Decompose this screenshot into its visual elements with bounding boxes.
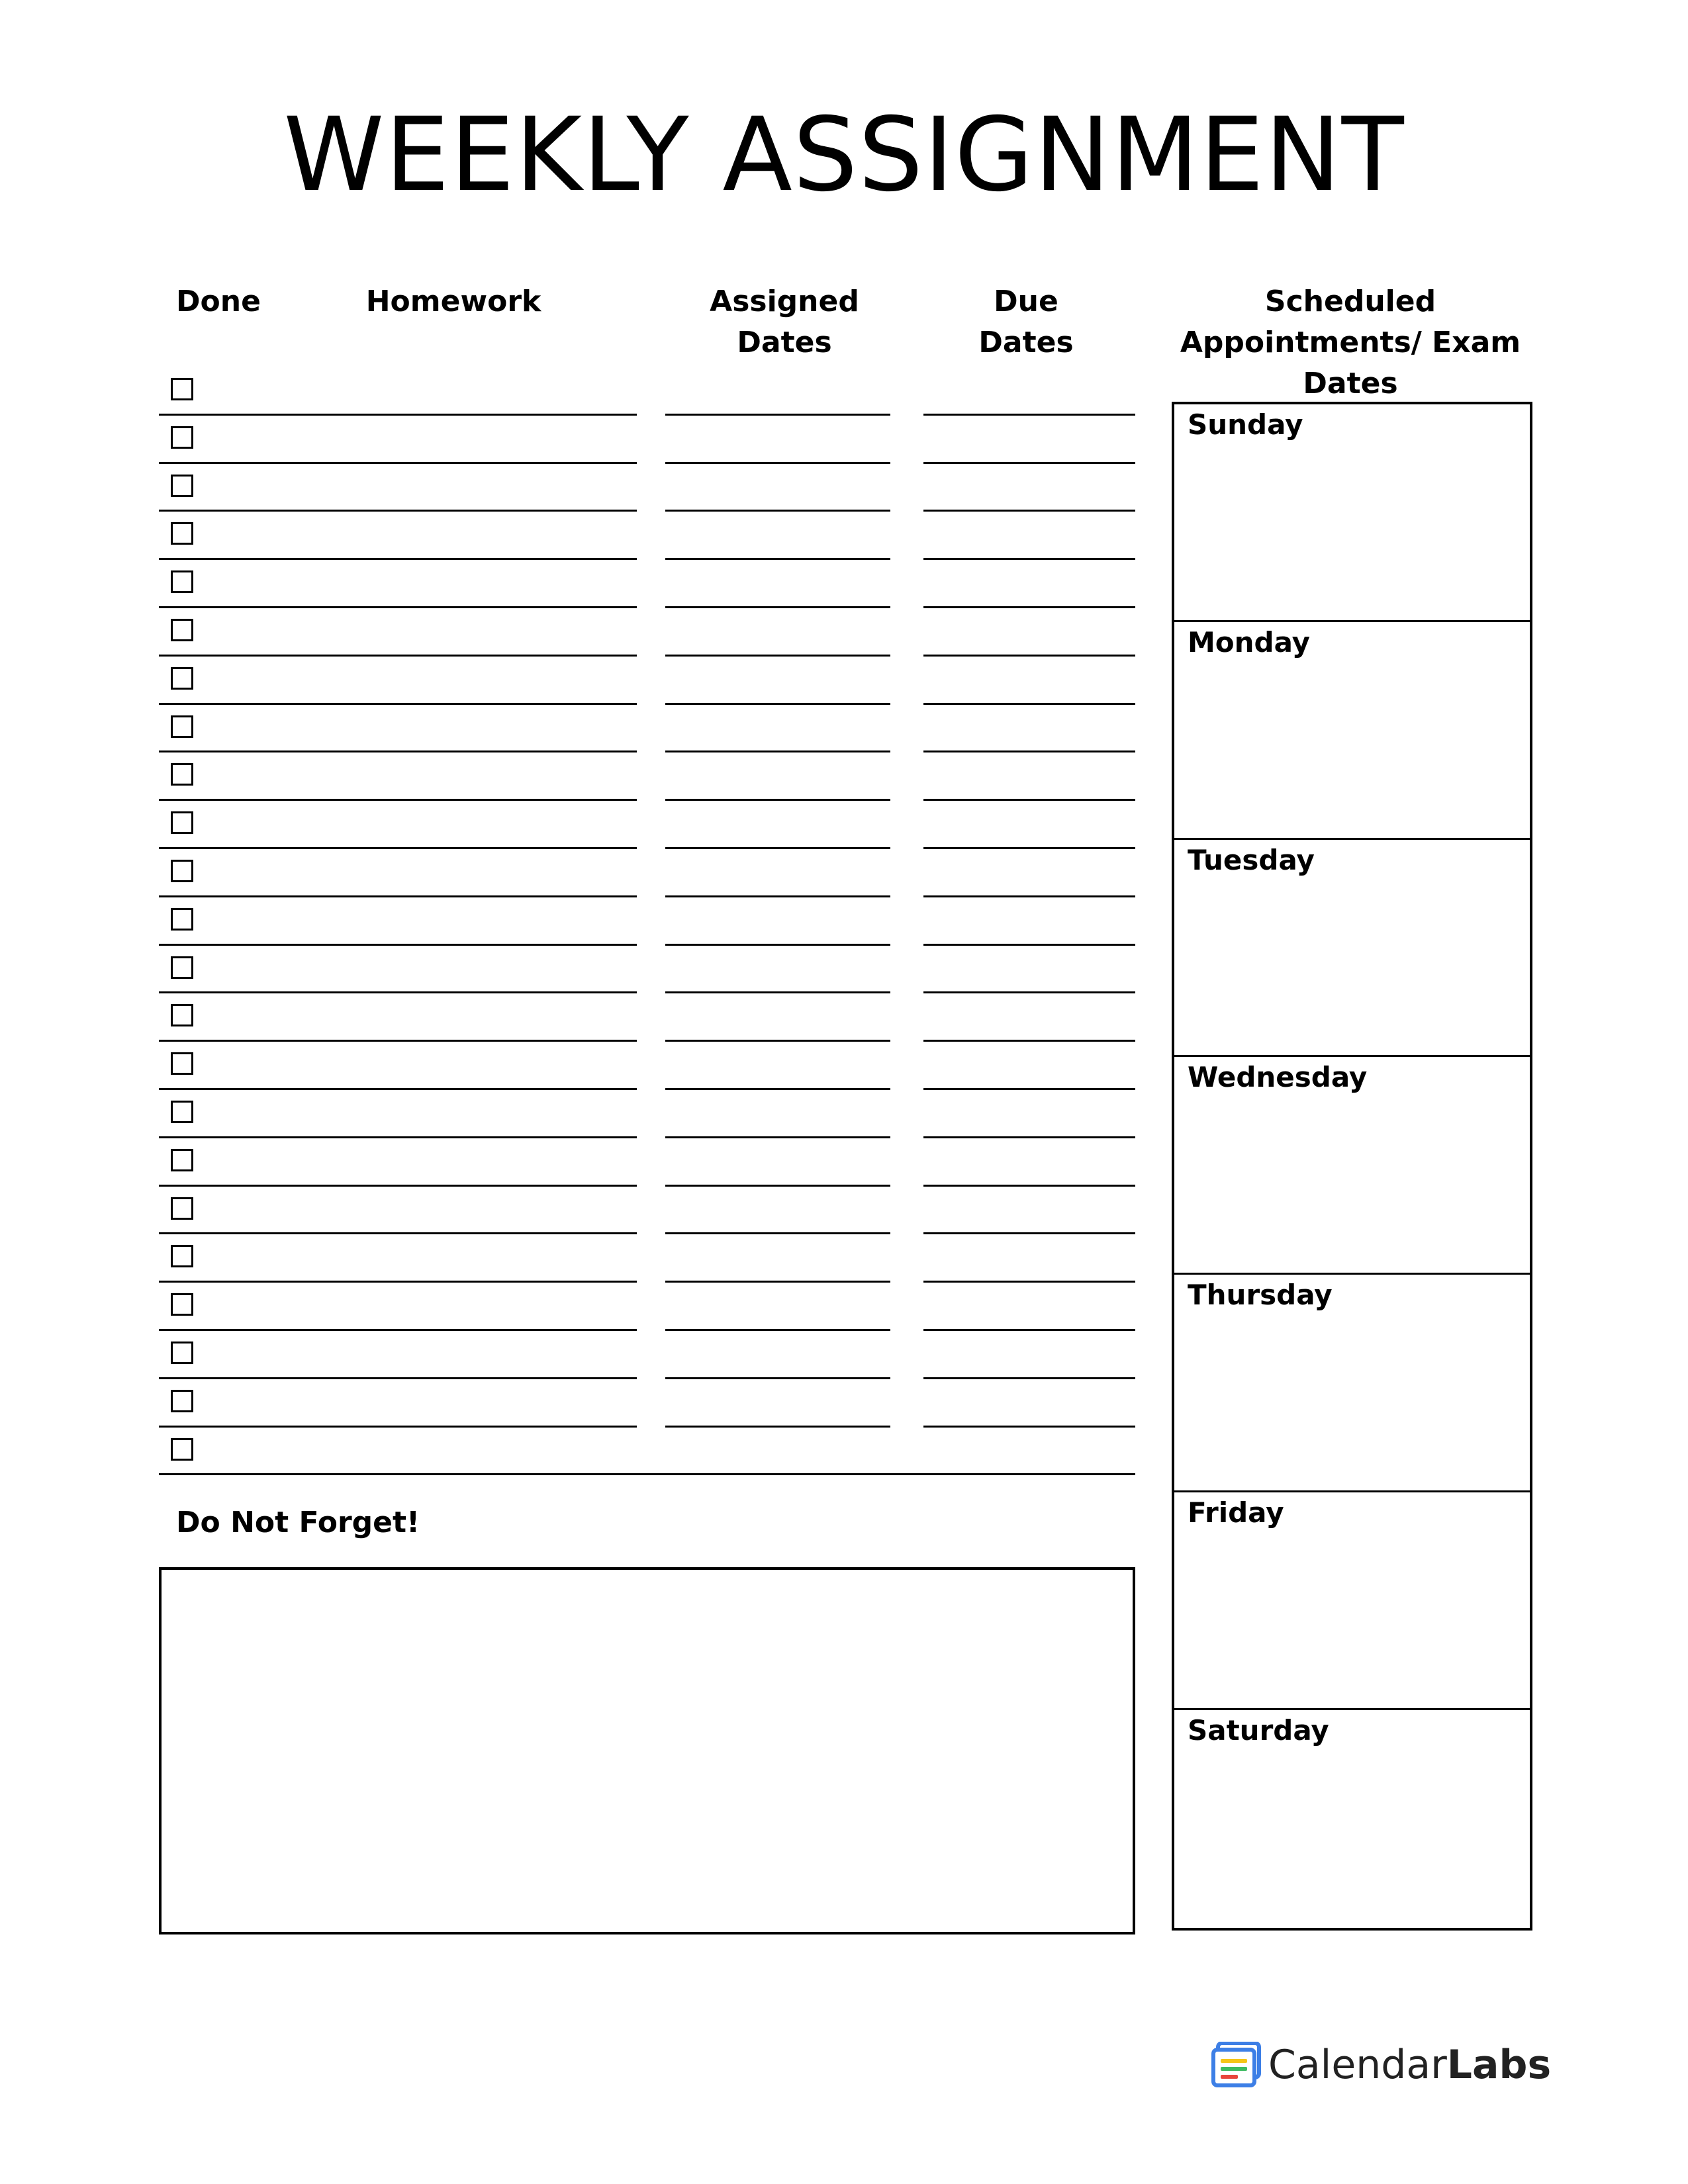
assignment-row (159, 1234, 1135, 1283)
page-title: WEEKLY ASSIGNMENT (283, 96, 1405, 214)
assignment-row (159, 1283, 1135, 1331)
header-scheduled-appointments (1172, 281, 1529, 404)
do-not-forget-label: Do Not Forget! (176, 1506, 420, 1539)
day-label: Sunday (1188, 408, 1303, 441)
done-checkbox[interactable] (171, 1004, 193, 1026)
assignment-row (159, 367, 1135, 416)
header-scheduled-line1: Scheduled (1264, 285, 1436, 318)
assignment-row (159, 608, 1135, 657)
header-due-dates (927, 281, 1125, 363)
done-checkbox[interactable] (171, 1197, 193, 1220)
brand-name-bold: Labs (1446, 2042, 1552, 2088)
done-checkbox[interactable] (171, 619, 193, 641)
done-checkbox[interactable] (171, 1293, 193, 1316)
assignment-row (159, 993, 1135, 1042)
homework-line[interactable] (159, 1473, 1135, 1475)
brand-logo (1211, 2038, 1551, 2091)
assignment-row (159, 1138, 1135, 1187)
day-box-friday[interactable] (1174, 1492, 1530, 1710)
assignment-row (159, 705, 1135, 753)
day-label: Monday (1188, 625, 1311, 659)
calendar-logo-icon (1211, 2042, 1263, 2088)
assignment-row (159, 1187, 1135, 1235)
header-done: Done (176, 285, 261, 318)
assignment-rows (159, 367, 1135, 1475)
assignment-row (159, 560, 1135, 608)
header-assigned-dates (679, 281, 890, 363)
done-checkbox[interactable] (171, 1052, 193, 1075)
day-label: Wednesday (1188, 1061, 1368, 1094)
scheduled-days-panel (1172, 402, 1532, 1931)
header-scheduled-line3: Dates (1303, 367, 1398, 400)
header-assigned-line1: Assigned (710, 285, 859, 318)
brand-name (1268, 2042, 1551, 2088)
day-label: Tuesday (1188, 843, 1315, 876)
done-checkbox[interactable] (171, 1438, 193, 1461)
header-scheduled-line2: Appointments/ Exam (1180, 326, 1521, 359)
day-label: Thursday (1188, 1279, 1333, 1312)
assignment-row (159, 416, 1135, 464)
assignment-row (159, 897, 1135, 946)
assignment-row (159, 849, 1135, 897)
done-checkbox[interactable] (171, 522, 193, 545)
done-checkbox[interactable] (171, 475, 193, 497)
assignment-row (159, 464, 1135, 512)
done-checkbox[interactable] (171, 715, 193, 738)
assignment-row (159, 1042, 1135, 1090)
assignment-row (159, 946, 1135, 994)
assignment-row (159, 1331, 1135, 1379)
assignment-row (159, 801, 1135, 849)
done-checkbox[interactable] (171, 956, 193, 979)
done-checkbox[interactable] (171, 908, 193, 931)
done-checkbox[interactable] (171, 667, 193, 690)
done-checkbox[interactable] (171, 811, 193, 834)
done-checkbox[interactable] (171, 570, 193, 593)
do-not-forget-box[interactable] (159, 1567, 1135, 1934)
day-box-tuesday[interactable] (1174, 840, 1530, 1058)
day-box-sunday[interactable] (1174, 404, 1530, 622)
day-box-saturday[interactable] (1174, 1710, 1530, 1928)
header-due-line1: Due (994, 285, 1058, 318)
header-assigned-line2: Dates (737, 326, 832, 359)
day-box-wednesday[interactable] (1174, 1057, 1530, 1275)
done-checkbox[interactable] (171, 1149, 193, 1171)
done-checkbox[interactable] (171, 426, 193, 449)
header-homework: Homework (365, 285, 541, 318)
day-label: Saturday (1188, 1713, 1329, 1747)
assignment-row (159, 1090, 1135, 1138)
done-checkbox[interactable] (171, 860, 193, 882)
day-box-monday[interactable] (1174, 622, 1530, 840)
assignment-row (159, 1379, 1135, 1428)
brand-name-regular: Calendar (1268, 2042, 1447, 2088)
done-checkbox[interactable] (171, 763, 193, 786)
assignment-row (159, 1428, 1135, 1476)
done-checkbox[interactable] (171, 1342, 193, 1364)
header-due-line2: Dates (978, 326, 1074, 359)
assignment-row (159, 657, 1135, 705)
assignment-row (159, 512, 1135, 560)
done-checkbox[interactable] (171, 1390, 193, 1412)
day-box-thursday[interactable] (1174, 1275, 1530, 1492)
done-checkbox[interactable] (171, 378, 193, 400)
done-checkbox[interactable] (171, 1245, 193, 1267)
done-checkbox[interactable] (171, 1101, 193, 1123)
assignment-row (159, 752, 1135, 801)
day-label: Friday (1188, 1496, 1284, 1529)
